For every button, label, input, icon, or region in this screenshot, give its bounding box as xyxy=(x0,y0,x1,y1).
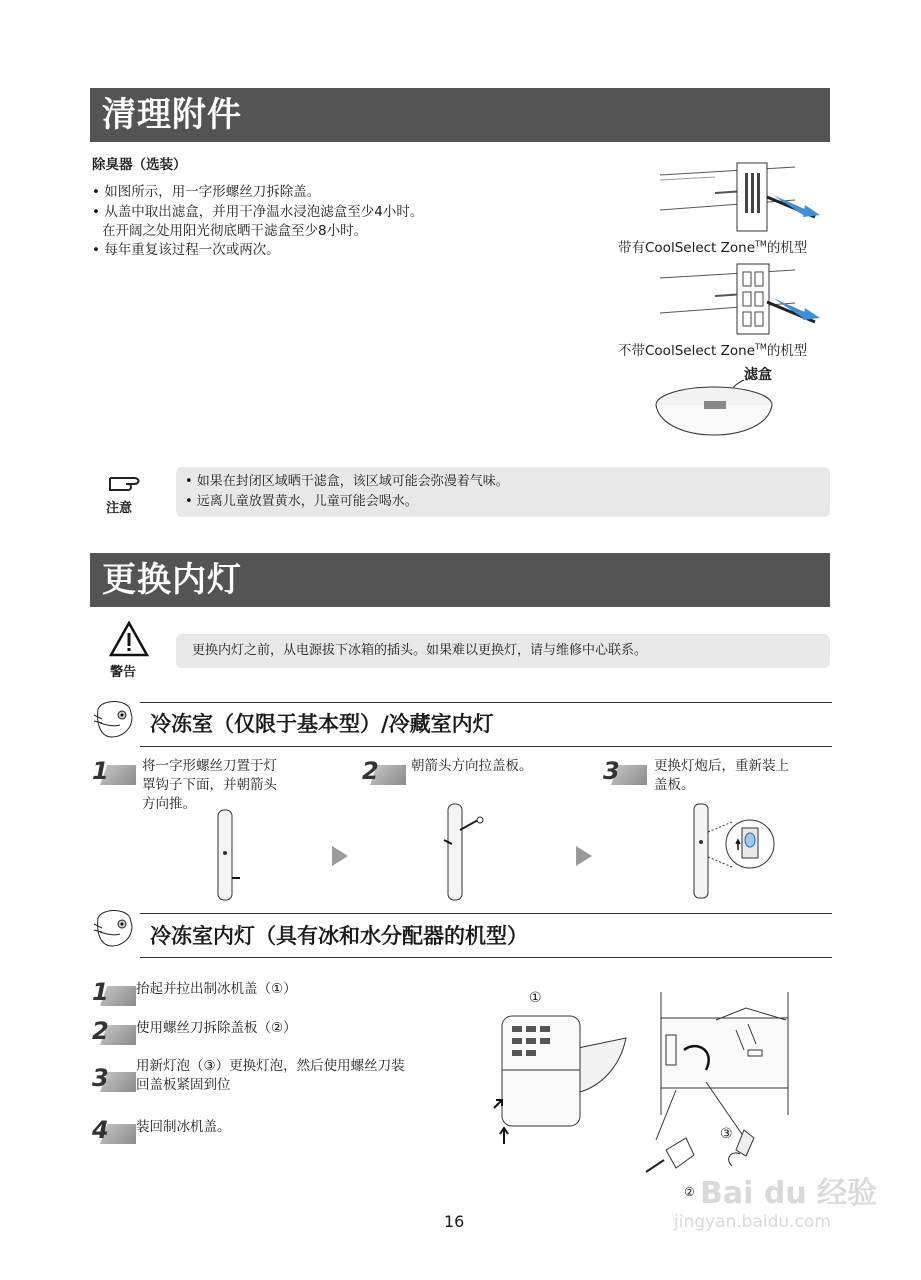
ice-step-number-3 xyxy=(92,1064,136,1092)
soaking-bowl-illustration xyxy=(652,375,777,457)
ice-step-3-line-1: 用新灯泡（③）更换灯泡，然后使用螺丝刀装 xyxy=(136,1058,405,1074)
ice-maker-cover-illustration xyxy=(490,1008,630,1148)
bullet-2-cont: 在开阔之处用阳光彻底晒干滤盒至少8小时。 xyxy=(102,223,368,239)
step-number-2-text: 2 xyxy=(362,757,379,785)
subsection-title-1: 冷冻室（仅限于基本型）/冷藏室内灯 xyxy=(150,712,494,736)
next-arrow-1 xyxy=(332,846,348,866)
page-number: 16 xyxy=(444,1212,465,1231)
deodorizer-illustration-with-zone xyxy=(655,155,830,235)
ice-step-number-2 xyxy=(92,1017,136,1045)
step-number-3 xyxy=(603,757,647,785)
warning-triangle-icon xyxy=(108,620,150,658)
deodorizer-subtitle: 除臭器（选装） xyxy=(92,157,187,173)
marker-3: ③ xyxy=(720,1126,733,1142)
section-title-light: 更换内灯 xyxy=(90,553,830,607)
note-item-2: • 远离儿童放置黄水，儿童可能会喝水。 xyxy=(185,494,418,509)
step-3-line-2: 盖板。 xyxy=(654,777,695,793)
bullet-1: • 如图所示，用一字形螺丝刀拆除盖。 xyxy=(92,184,321,200)
caption-with-zone-tm: TM xyxy=(755,239,767,249)
subsection-title-2: 冷冻室内灯（具有冰和水分配器的机型） xyxy=(150,924,528,948)
ice-step-number-3-text: 3 xyxy=(92,1064,109,1092)
bullet-2: • 从盖中取出滤盒，并用干净温水浸泡滤盒至少4小时。 xyxy=(92,204,424,220)
subsection-rule-bottom-2 xyxy=(140,957,832,958)
deodorizer-illustration-without-zone xyxy=(655,258,830,338)
step-number-1 xyxy=(92,757,136,785)
watermark-url: jingyan.baidu.com xyxy=(674,1212,831,1232)
note-item-1: • 如果在封闭区域晒干滤盒，该区域可能会弥漫着气味。 xyxy=(185,474,509,489)
caption-with-zone-suffix: 的机型 xyxy=(766,240,808,256)
lamp-replace-step3-illustration xyxy=(688,802,783,902)
subsection-rule-bottom-1 xyxy=(140,746,832,747)
ice-step-number-4-text: 4 xyxy=(92,1116,109,1144)
cartoon-face-icon xyxy=(92,906,136,950)
caption-with-zone xyxy=(618,236,807,256)
step-number-1-text: 1 xyxy=(92,757,109,785)
step-number-2 xyxy=(362,757,406,785)
marker-1: ① xyxy=(529,990,542,1006)
caption-without-zone-tm: TM xyxy=(755,342,767,352)
step-1-line-3: 方向推。 xyxy=(142,796,196,812)
ice-step-3-line-2: 回盖板紧固到位 xyxy=(136,1077,231,1093)
filter-box-label: 滤盒 xyxy=(744,367,772,383)
subsection-rule-top-2 xyxy=(140,913,832,914)
marker-2: ② xyxy=(684,1185,695,1199)
ice-step-number-1 xyxy=(92,978,136,1006)
caption-without-zone xyxy=(618,339,807,359)
section-title-cleaning: 清理附件 xyxy=(90,88,830,142)
step-1-line-1: 将一字形螺丝刀置于灯 xyxy=(142,758,277,774)
ice-step-number-1-text: 1 xyxy=(92,978,109,1006)
step-number-3-text: 3 xyxy=(603,757,620,785)
ice-step-number-2-text: 2 xyxy=(92,1017,109,1045)
caption-with-zone-text: 带有CoolSelect Zone xyxy=(618,240,756,256)
next-arrow-2 xyxy=(576,846,592,866)
caption-without-zone-text: 不带CoolSelect Zone xyxy=(618,343,756,359)
ice-step-number-4 xyxy=(92,1116,136,1144)
step-2-line-1: 朝箭头方向拉盖板。 xyxy=(411,758,533,774)
cartoon-face-icon xyxy=(92,697,136,741)
bullet-3: • 每年重复该过程一次或两次。 xyxy=(92,242,280,258)
step-2-text xyxy=(411,757,533,776)
warning-text: 更换内灯之前，从电源拔下冰箱的插头。如果难以更换灯，请与维修中心联系。 xyxy=(192,643,648,658)
subsection-rule-top-1 xyxy=(140,702,832,703)
ice-step-3-text xyxy=(136,1057,405,1095)
ice-step-1-text: 抬起并拉出制冰机盖（①） xyxy=(136,981,297,997)
step-3-text xyxy=(654,757,789,795)
watermark-brand: Bai du 经验 xyxy=(700,1176,878,1211)
lamp-cover-step2-illustration xyxy=(438,800,488,905)
step-3-line-1: 更换灯炮后，重新装上 xyxy=(654,758,789,774)
ice-step-2-text: 使用螺丝刀拆除盖板（②） xyxy=(136,1020,297,1036)
step-1-line-2: 罩钩子下面，并朝箭头 xyxy=(142,777,277,793)
pointing-hand-icon xyxy=(106,470,146,496)
note-label: 注意 xyxy=(106,501,133,516)
step-1-text xyxy=(142,757,277,814)
lamp-cover-step1-illustration xyxy=(212,808,242,903)
caption-without-zone-suffix: 的机型 xyxy=(766,343,808,359)
ice-step-4-text: 装回制冰机盖。 xyxy=(136,1119,231,1135)
warning-label: 警告 xyxy=(110,665,137,680)
